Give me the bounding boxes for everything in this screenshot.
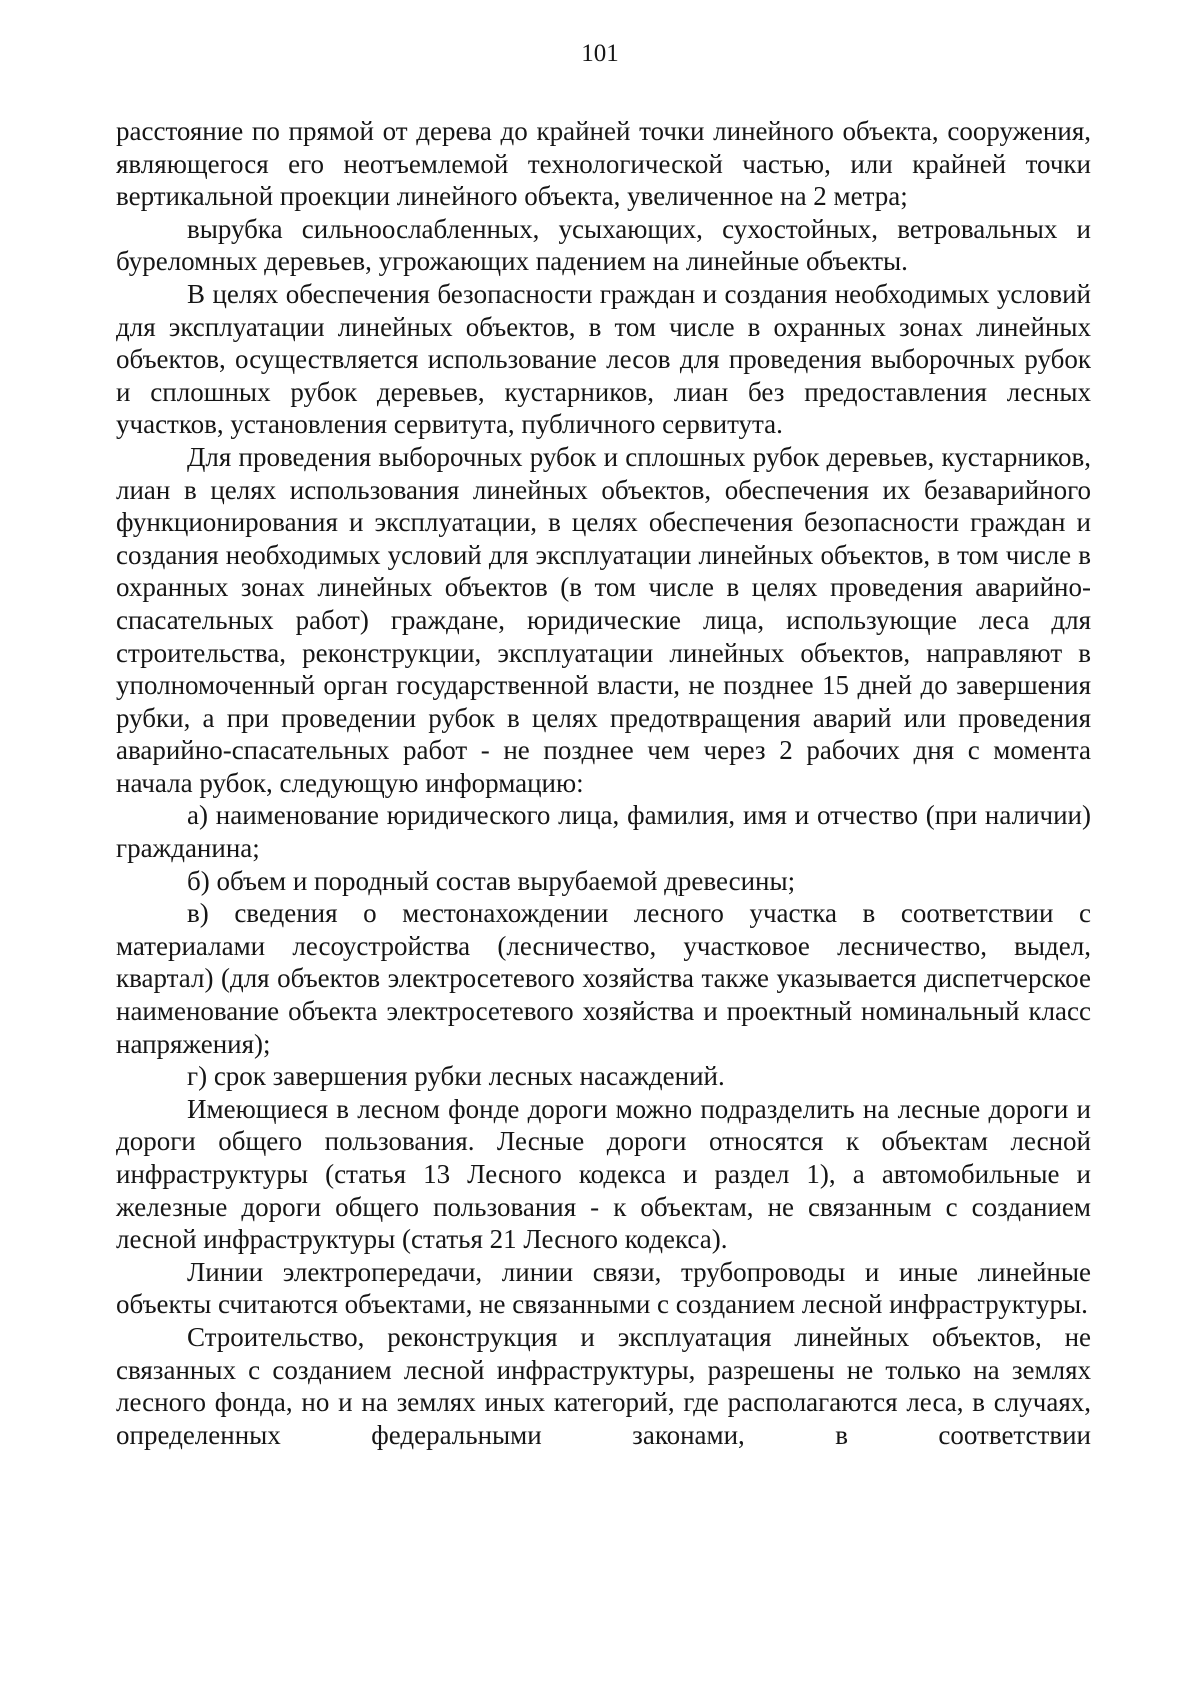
list-item-g: г) срок завершения рубки лесных насаждений. [187, 1061, 725, 1092]
list-item-v: в) сведения о местонахождении лесного участка в соответствии с материалами лесоустройства (лесничество, участковое лесничество, выдел, квартал) (для объектов электросетевого хозяйства также указывается диспетчерское наименование объекта электросетевого хозяйства и проектный номинальный класс напряжения); [116, 898, 1091, 1059]
paragraph-safety-purposes: В целях обеспечения безопасности граждан и создания необходимых условий для эксплуатации линейных объектов, в том числе в охранных зонах линейных объектов, осуществляется использование лесов для проведения выборочных рубок и сплошных рубок деревьев, кустарников, лиан без предоставления лесных участков, установления сервитута, публичного сервитута. [116, 278, 1091, 440]
paragraph-felling-weakened-trees: вырубка сильноослабленных, усыхающих, сухостойных, ветровальных и буреломных деревьев, угрожающих падением на линейные объекты. [116, 213, 1091, 277]
paragraph-distance-rule: расстояние по прямой от дерева до крайней точки линейного объекта, сооружения, являющегося его неотъемлемой технологической частью, или крайней точки вертикальной проекции линейного объекта, увеличенное на 2 метра; [116, 116, 1091, 212]
paragraph-forest-roads: Имеющиеся в лесном фонде дороги можно подразделить на лесные дороги и дороги общего пользования. Лесные дороги относятся к объектам лесной инфраструктуры (статья 13 Лесного кодекса и раздел 1), а автомобильные и железные дороги общего пользования - к объектам, не связанным с созданием лесной инфраструктуры (статья 21 Лесного кодекса). [116, 1093, 1091, 1255]
paragraph-construction: Строительство, реконструкция и эксплуатация линейных объектов, не связанных с созданием лесной инфраструктуры, разрешены не только на землях лесного фонда, но и на землях иных категорий, где располагаются леса, в случаях, определенных федеральными законами, в соответствии [116, 1321, 1091, 1450]
paragraph-felling-notification: Для проведения выборочных рубок и сплошных рубок деревьев, кустарников, лиан в целях использования линейных объектов, обеспечения их безаварийного функционирования и эксплуатации, в целях обеспечения безопасности граждан и создания необходимых условий для эксплуатации линейных объектов, в том числе в охранных зонах линейных объектов (в том числе в целях проведения аварийно-спасательных работ) граждане, юридические лица, использующие леса для строительства, реконструкции, эксплуатации линейных объектов, направляют в уполномоченный орган государственной власти, не позднее 15 дней до завершения рубки, а при проведении рубок в целях предотвращения аварий или проведения аварийно-спасательных работ - не позднее чем через 2 рабочих дня с момента начала рубок, следующую информацию: [116, 441, 1091, 798]
paragraph-linear-objects: Линии электропередачи, линии связи, трубопроводы и иные линейные объекты считаются объектами, не связанными с созданием лесной инфраструктуры. [116, 1256, 1091, 1320]
page-number: 101 [581, 40, 619, 67]
list-item-a: а) наименование юридического лица, фамилия, имя и отчество (при наличии) гражданина; [116, 800, 1091, 864]
list-item-b: б) объем и породный состав вырубаемой древесины; [187, 865, 796, 896]
body-text [116, 115, 1091, 1451]
